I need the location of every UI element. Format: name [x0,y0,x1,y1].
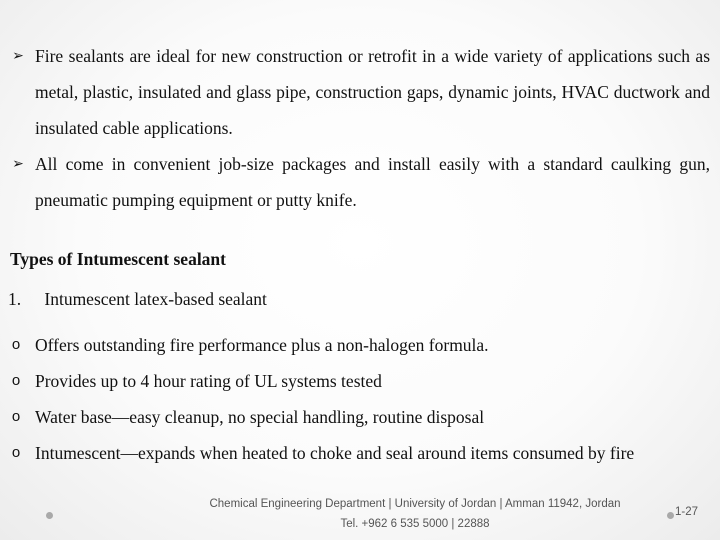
bullet-2-text: All come in convenient job-size packages and install easily with a standard caulking gun, pneumatic pumping equipment or putty knife. [35,154,710,210]
circle-bullet-icon: o [11,408,21,425]
decorative-dot-icon [46,512,53,519]
circle-bullet-icon: o [11,444,21,461]
decorative-dot-icon [667,512,674,519]
bullet-1 [8,38,710,146]
arrow-bullet-icon: ➢ [12,156,24,172]
bullet-1-text: Fire sealants are ideal for new construction or retrofit in a wide variety of applications such as metal, plastic, insulated and glass pipe, construction gaps, dynamic joints, HVAC ductwork and insulated cable applications. [35,46,710,138]
circle-bullet-icon: o [11,336,21,353]
section-heading: Types of Intumescent sealant [10,249,226,269]
arrow-bullet-icon: ➢ [12,48,24,64]
item-number: 1. [8,289,22,309]
feature-3 [8,399,710,435]
feature-1-text: Offers outstanding fire performance plus a non-halogen formula. [35,335,489,355]
item-text: Intumescent latex-based sealant [44,289,267,309]
bullet-2 [8,146,710,218]
footer [170,494,660,534]
page-number: 1-27 [675,506,699,518]
feature-1 [8,327,710,363]
feature-4-text: Intumescent—expands when heated to choke and seal around items consumed by fire [35,443,635,463]
feature-2 [8,363,710,399]
footer-line-2: Tel. +962 6 535 5000 | 22888 [340,518,490,530]
circle-bullet-icon: o [11,372,21,389]
numbered-item [8,289,267,310]
feature-3-text: Water base—easy cleanup, no special handling, routine disposal [35,407,485,427]
feature-2-text: Provides up to 4 hour rating of UL systems tested [35,371,382,391]
footer-line-1: Chemical Engineering Department | University of Jordan | Amman 11942, Jordan [209,498,621,510]
feature-4 [8,435,710,471]
